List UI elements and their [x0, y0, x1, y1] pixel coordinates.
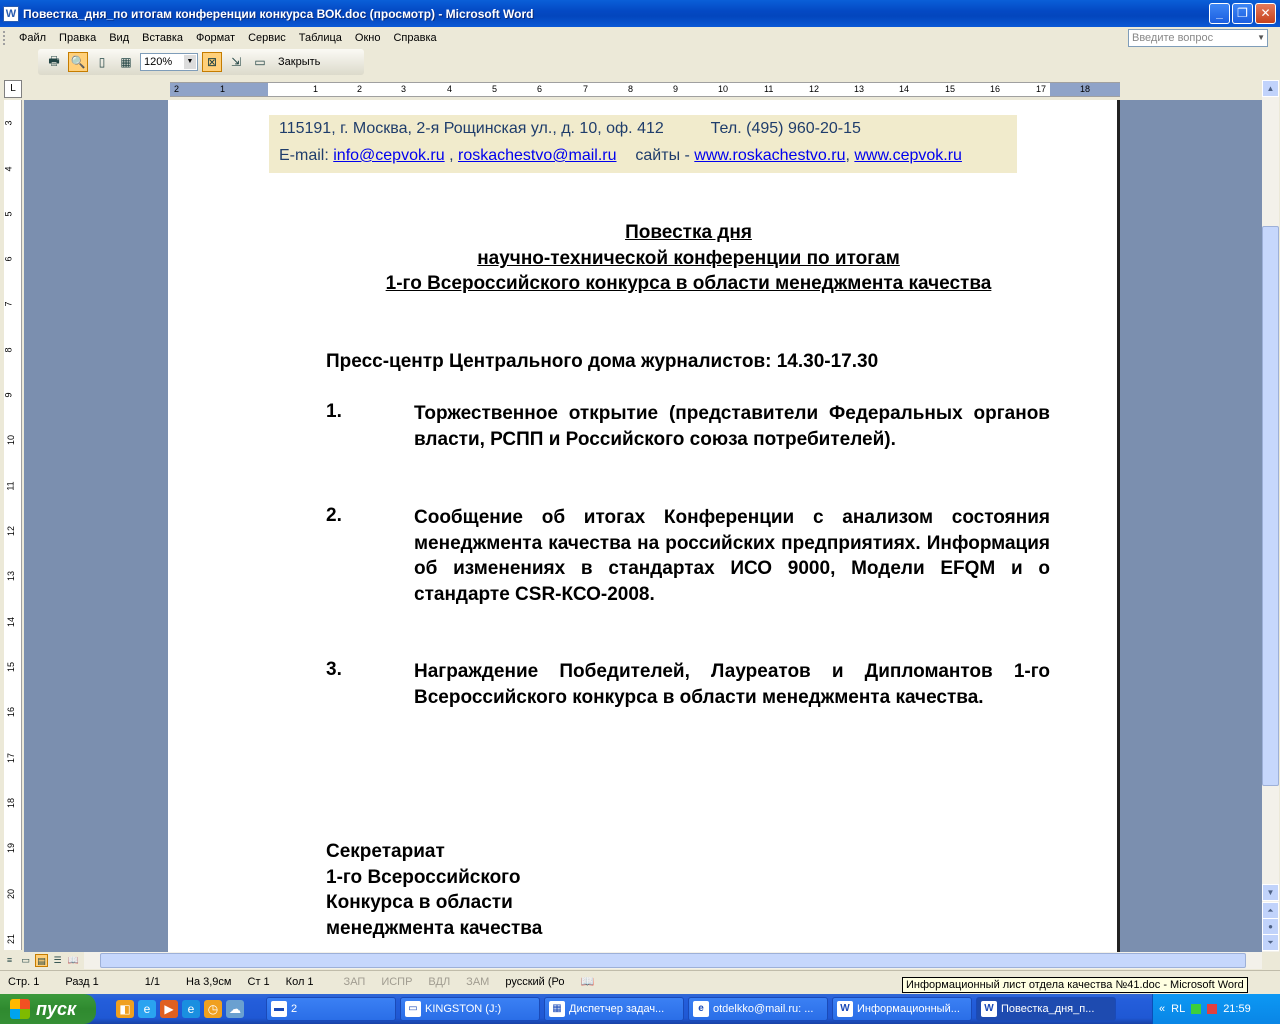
ruler-tick: 10: [6, 434, 17, 446]
taskbar-button-label: Повестка_дня_п...: [1001, 1003, 1095, 1015]
letterhead-sites-label: сайты -: [635, 147, 695, 164]
print-icon[interactable]: 🖶: [48, 53, 60, 68]
agenda-item-number: 2.: [326, 505, 342, 526]
taskbar-button-label: Диспетчер задач...: [569, 1003, 665, 1015]
print-layout-icon[interactable]: ▤: [35, 954, 48, 967]
keyboard-language[interactable]: RL: [1171, 1003, 1186, 1015]
ruler-tick: 5: [3, 211, 14, 217]
ruler-tick: 3: [401, 84, 407, 94]
site-separator: ,: [845, 147, 855, 164]
agenda-item-number: 1.: [326, 401, 342, 422]
vertical-ruler[interactable]: [4, 100, 22, 950]
email-separator: ,: [444, 147, 458, 164]
ruler-tick: 14: [6, 616, 17, 628]
ruler-tick: 13: [854, 84, 865, 94]
signature-line: Секретариат: [326, 841, 445, 862]
magnifier-icon[interactable]: 🔍: [68, 52, 88, 72]
signature-line: менеджмента качества: [326, 918, 543, 939]
messenger-icon[interactable]: ☁: [226, 1000, 244, 1018]
status-section: Разд 1: [65, 975, 99, 988]
vertical-scrollbar[interactable]: [1262, 80, 1279, 952]
ruler-tick: 16: [990, 84, 1001, 94]
taskbar-button-info-doc[interactable]: [832, 997, 972, 1021]
ruler-tick: 5: [492, 84, 498, 94]
status-track-changes[interactable]: ИСПР: [381, 975, 413, 988]
agenda-item-number: 3.: [326, 659, 342, 680]
taskbar-button-folders[interactable]: [266, 997, 396, 1021]
taskbar-button-label: Информационный...: [857, 1003, 960, 1015]
zoom-select[interactable]: [140, 53, 198, 71]
ruler-tick: 9: [673, 84, 679, 94]
taskbar-button-kingston[interactable]: [400, 997, 540, 1021]
document-page[interactable]: [168, 100, 1120, 952]
status-column: Кол 1: [285, 975, 314, 988]
status-record-macro[interactable]: ЗАП: [343, 975, 366, 988]
status-overtype[interactable]: ЗАМ: [466, 975, 490, 988]
document-area[interactable]: [24, 100, 1262, 952]
status-pages: 1/1: [144, 975, 161, 988]
ruler-tick: 3: [3, 120, 14, 126]
status-extend[interactable]: ВДЛ: [428, 975, 451, 988]
shrink-to-fit-icon[interactable]: ⇲: [230, 55, 242, 69]
document-title-line-3: 1-го Всероссийского конкурса в области менеджмента качества: [385, 273, 992, 294]
ruler-tick: 15: [6, 661, 17, 673]
web-layout-icon[interactable]: ▭: [21, 955, 30, 965]
status-line: Ст 1: [247, 975, 270, 988]
ie-quick-icon[interactable]: e: [138, 1000, 156, 1018]
site-link-cepvok[interactable]: www.cepvok.ru: [854, 147, 962, 164]
ask-question-placeholder: Введите вопрос: [1132, 32, 1214, 44]
status-position: На 3,9см: [186, 975, 232, 988]
zoom-value: 120%: [144, 56, 173, 68]
one-page-icon[interactable]: ▯: [98, 55, 106, 69]
outline-view-icon[interactable]: ☰: [53, 955, 62, 965]
ruler-tick: 6: [537, 84, 543, 94]
preview-toolbar: [38, 49, 364, 75]
ruler-tick: 18: [1080, 84, 1091, 94]
multiple-pages-icon[interactable]: ▦: [120, 55, 132, 69]
site-link-roskachestvo[interactable]: www.roskachestvo.ru: [694, 147, 846, 164]
ruler-tick: 17: [1036, 84, 1047, 94]
event-location: Пресс-центр Центрального дома журналистов: 14.30-17.30: [326, 351, 879, 372]
security-icon[interactable]: [1207, 1004, 1217, 1014]
quick-launch: [116, 1000, 244, 1018]
media-player-icon[interactable]: ▶: [160, 1000, 178, 1018]
taskbar-tooltip: Информационный лист отдела качества №41.doc - Microsoft Word: [902, 977, 1248, 993]
ruler-tick: 19: [6, 842, 17, 854]
letterhead-phone: Тел. (495) 960-20-15: [710, 120, 861, 137]
ruler-tick: 15: [945, 84, 956, 94]
ruler-tick: 20: [6, 888, 17, 900]
email-link-roskachestvo[interactable]: roskachestvo@mail.ru: [457, 147, 617, 164]
taskbar-button-mail[interactable]: [688, 997, 828, 1021]
ruler-tick: 8: [3, 347, 14, 353]
next-page-icon[interactable]: ⏷: [1262, 934, 1279, 951]
letterhead-box: [269, 115, 1017, 173]
agenda-item-text: Награждение Победителей, Лауреатов и Дипломантов 1-го Всероссийского конкурса в области менеджмента качества.: [414, 661, 1050, 708]
taskbar-button-label: otdelkko@mail.ru: ...: [713, 1003, 814, 1015]
taskbar-button-task-manager[interactable]: [544, 997, 684, 1021]
menu-grip-handle[interactable]: [3, 31, 9, 45]
ruler-tick: 8: [628, 84, 634, 94]
network-icon[interactable]: [1191, 1004, 1201, 1014]
menu-tools[interactable]: Сервис: [248, 32, 286, 44]
word-app-icon[interactable]: W: [3, 6, 19, 22]
document-title-line-1: Повестка дня: [625, 222, 752, 243]
chevron-down-icon[interactable]: ▼: [1257, 33, 1265, 42]
agenda-item-text: Торжественное открытие (представители Федеральных органов власти, РСПП и Российского союза потребителей).: [414, 403, 1050, 450]
letterhead-address: 115191, г. Москва, 2-я Рощинская ул., д. 10, оф. 412: [279, 120, 664, 137]
taskbar: [0, 994, 1280, 1024]
window-title: Повестка_дня_по итогам конференции конкурса ВОК.doc (просмотр) - Microsoft Word: [23, 6, 534, 21]
ruler-tick: 9: [3, 392, 14, 398]
reading-layout-icon[interactable]: 📖: [67, 955, 80, 965]
taskbar-button-label: 2: [291, 1003, 298, 1015]
scroll-up-icon[interactable]: ▲: [1262, 80, 1279, 97]
vertical-scroll-thumb[interactable]: [1262, 226, 1279, 786]
menu-file[interactable]: Файл: [19, 32, 47, 44]
ruler-tick: 13: [6, 570, 17, 582]
outlook-icon[interactable]: ◷: [204, 1000, 222, 1018]
signature-line: 1-го Всероссийского: [326, 867, 521, 888]
taskbar-button-agenda-doc[interactable]: [976, 997, 1116, 1021]
system-tray: [1152, 994, 1280, 1024]
windows-logo-icon: [10, 999, 30, 1019]
browser-icon[interactable]: e: [182, 1000, 200, 1018]
tray-expand-icon[interactable]: «: [1159, 1003, 1166, 1015]
menu-format[interactable]: Формат: [196, 32, 236, 44]
tab-selector-icon[interactable]: L: [4, 80, 22, 98]
task-manager-icon: ▦: [549, 1001, 565, 1017]
scroll-down-icon[interactable]: ▼: [1262, 884, 1279, 901]
menu-table[interactable]: Таблица: [298, 32, 342, 44]
chevron-down-icon[interactable]: ▼: [184, 55, 196, 69]
view-ruler-icon[interactable]: ⊠: [202, 52, 222, 72]
show-desktop-icon[interactable]: ◧: [116, 1000, 134, 1018]
drive-icon: ▭: [405, 1001, 421, 1017]
close-preview-button[interactable]: Закрыть: [278, 56, 321, 68]
email-link-cepvok[interactable]: info@cepvok.ru: [333, 147, 445, 164]
horizontal-scroll-thumb[interactable]: [100, 953, 1246, 968]
status-page: Стр. 1: [8, 975, 40, 988]
view-buttons: [0, 952, 84, 969]
word-icon: W: [837, 1001, 853, 1017]
ruler-tick: 18: [6, 797, 17, 809]
select-browse-object-icon[interactable]: ●: [1262, 918, 1279, 935]
signature-line: Конкурса в области: [326, 892, 513, 913]
ask-question-input[interactable]: [1128, 29, 1268, 47]
ruler-tick: 10: [718, 84, 729, 94]
spelling-book-icon[interactable]: 📖: [580, 976, 595, 988]
ruler-tick: 2: [357, 84, 363, 94]
close-button[interactable]: ✕: [1255, 3, 1276, 24]
ruler-tick: 21: [6, 933, 17, 945]
ruler-tick: 1: [313, 84, 319, 94]
menu-bar: [0, 27, 1280, 49]
menu-view[interactable]: Вид: [109, 32, 130, 44]
start-label: пуск: [36, 998, 77, 1019]
minimize-button[interactable]: _: [1209, 3, 1230, 24]
ruler-left-margin: [170, 83, 268, 96]
ruler-tick: 11: [5, 481, 16, 491]
status-language[interactable]: русский (Ро: [505, 975, 565, 988]
ruler-tick: 11: [764, 84, 774, 94]
clock[interactable]: 21:59: [1223, 1003, 1251, 1015]
horizontal-ruler[interactable]: [170, 82, 1120, 97]
agenda-item-text: Сообщение об итогах Конференции с анализом состояния менеджмента качества на российских предприятиях. Информация об изменениях в стандартах ИСО 9000, Модели EFQM и о стандарте CSR-КСО-2008.: [414, 507, 1050, 605]
document-title-line-2: научно-технической конференции по итогам: [477, 248, 900, 269]
ie-icon: e: [693, 1001, 709, 1017]
menu-window[interactable]: Окно: [354, 32, 381, 44]
title-bar[interactable]: [0, 0, 1280, 27]
taskbar-button-label: KINGSTON (J:): [425, 1003, 502, 1015]
ruler-tick: 6: [3, 256, 14, 262]
ruler-tick: 16: [6, 706, 17, 718]
horizontal-scrollbar[interactable]: [84, 952, 1262, 969]
previous-page-icon[interactable]: ⏶: [1262, 902, 1279, 919]
restore-button[interactable]: ❐: [1232, 3, 1253, 24]
ruler-tick: 1: [220, 84, 226, 94]
ruler-tick: 14: [899, 84, 910, 94]
ruler-tick: 17: [6, 752, 17, 764]
start-button[interactable]: [0, 994, 96, 1024]
word-icon: W: [981, 1001, 997, 1017]
ruler-tick: 7: [583, 84, 589, 94]
normal-view-icon[interactable]: ≡: [6, 955, 13, 965]
full-screen-icon[interactable]: ▭: [254, 55, 266, 69]
ruler-tick: 2: [174, 84, 180, 94]
menu-help[interactable]: Справка: [393, 32, 437, 44]
ruler-tick: 12: [6, 525, 17, 537]
letterhead-email-label: E-mail:: [279, 147, 334, 164]
folder-icon: ▬: [271, 1001, 287, 1017]
ruler-tick: 4: [447, 84, 453, 94]
menu-insert[interactable]: Вставка: [142, 32, 184, 44]
ruler-tick: 12: [809, 84, 820, 94]
menu-edit[interactable]: Правка: [59, 32, 97, 44]
ruler-tick: 7: [3, 301, 14, 307]
ruler-tick: 4: [3, 166, 14, 172]
